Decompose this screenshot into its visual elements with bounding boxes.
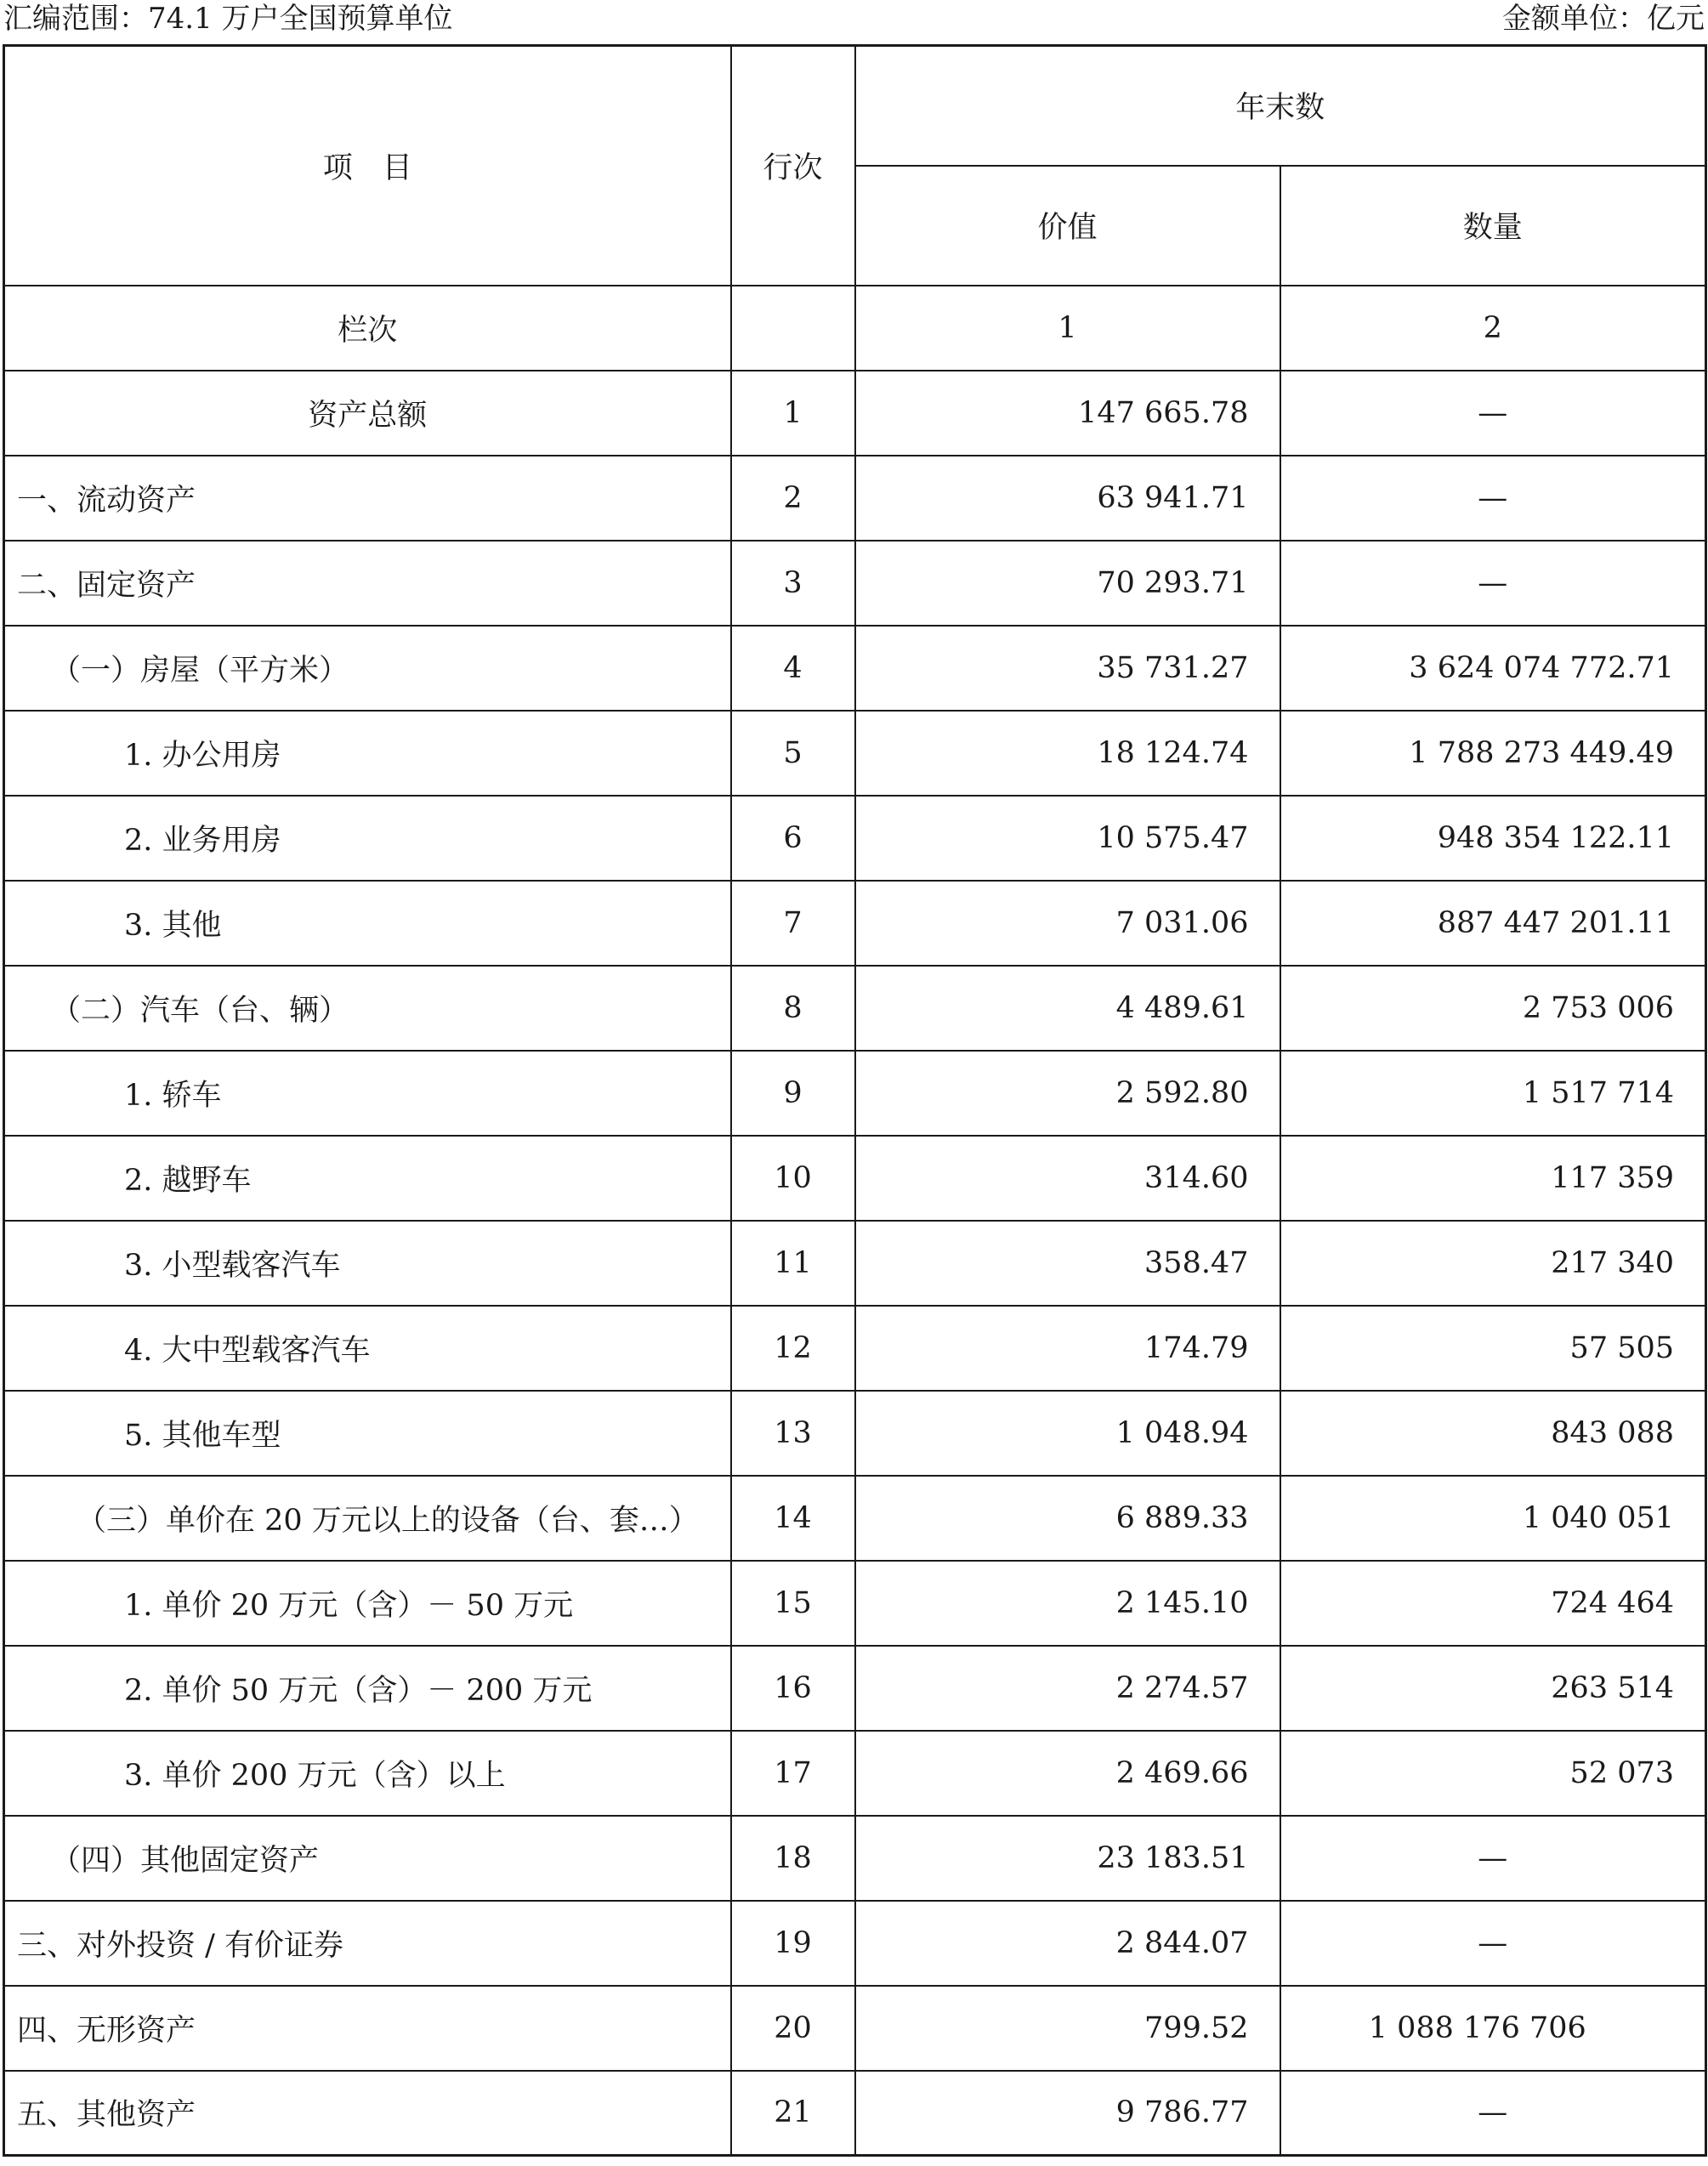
row-item: 资产总额: [4, 371, 731, 456]
row-qty: 887 447 201.11: [1280, 881, 1706, 966]
row-item: 3. 其他: [4, 881, 731, 966]
row-value: 6 889.33: [855, 1476, 1280, 1561]
scope-label: 汇编范围：74.1 万户全国预算单位: [3, 2, 453, 36]
row-line: 21: [731, 2071, 855, 2156]
row-item: 2. 业务用房: [4, 796, 731, 881]
row-line: 15: [731, 1561, 855, 1646]
row-line: 2: [731, 456, 855, 541]
table-body: [4, 286, 1706, 2156]
row-value: 23 183.51: [855, 1816, 1280, 1901]
row-item: （一）房屋（平方米）: [4, 626, 731, 711]
header-line-no: 行次: [731, 46, 855, 286]
colnum-value: 1: [855, 286, 1280, 371]
table-row: [4, 1306, 1706, 1391]
row-line: 7: [731, 881, 855, 966]
row-value: 63 941.71: [855, 456, 1280, 541]
row-item: 2. 越野车: [4, 1136, 731, 1221]
row-line: 12: [731, 1306, 855, 1391]
table-row: [4, 1731, 1706, 1816]
table-row: [4, 1221, 1706, 1306]
table-row: [4, 881, 1706, 966]
table-row: [4, 1646, 1706, 1731]
unit-label: 金额单位：亿元: [1502, 2, 1705, 36]
colnum-qty: 2: [1280, 286, 1706, 371]
row-value: 1 048.94: [855, 1391, 1280, 1476]
column-number-row: [4, 286, 1706, 371]
row-item: 1. 单价 20 万元（含）－ 50 万元: [4, 1561, 731, 1646]
table-row: [4, 1561, 1706, 1646]
row-qty: 217 340: [1280, 1221, 1706, 1306]
row-item: 一、流动资产: [4, 456, 731, 541]
row-qty: 1 040 051: [1280, 1476, 1706, 1561]
table-row: [4, 966, 1706, 1051]
table-row: [4, 1986, 1706, 2071]
row-value: 174.79: [855, 1306, 1280, 1391]
row-item: 2. 单价 50 万元（含）－ 200 万元: [4, 1646, 731, 1731]
row-qty: 52 073: [1280, 1731, 1706, 1816]
row-item: 五、其他资产: [4, 2071, 731, 2156]
table-row: [4, 711, 1706, 796]
table-row: [4, 1391, 1706, 1476]
row-value: 70 293.71: [855, 541, 1280, 626]
row-qty: 724 464: [1280, 1561, 1706, 1646]
row-value: 314.60: [855, 1136, 1280, 1221]
row-item: 四、无形资产: [4, 1986, 731, 2071]
row-qty: 948 354 122.11: [1280, 796, 1706, 881]
row-value: 2 844.07: [855, 1901, 1280, 1986]
header-item: 项 目: [4, 46, 731, 286]
row-line: 11: [731, 1221, 855, 1306]
row-value: 2 469.66: [855, 1731, 1280, 1816]
row-item: 二、固定资产: [4, 541, 731, 626]
row-value: 358.47: [855, 1221, 1280, 1306]
row-qty: —: [1280, 456, 1706, 541]
row-line: 8: [731, 966, 855, 1051]
colnum-line-blank: [731, 286, 855, 371]
row-value: 35 731.27: [855, 626, 1280, 711]
table-row: [4, 1476, 1706, 1561]
header-value: 价值: [855, 166, 1280, 286]
table-row: [4, 1136, 1706, 1221]
table-row: [4, 626, 1706, 711]
table-row: [4, 1901, 1706, 1986]
row-item: 1. 办公用房: [4, 711, 731, 796]
row-value: 2 592.80: [855, 1051, 1280, 1136]
table-row: [4, 371, 1706, 456]
row-qty: —: [1280, 371, 1706, 456]
row-qty: 1 517 714: [1280, 1051, 1706, 1136]
row-qty: —: [1280, 1901, 1706, 1986]
row-line: 5: [731, 711, 855, 796]
row-line: 10: [731, 1136, 855, 1221]
row-qty: 263 514: [1280, 1646, 1706, 1731]
row-value: 7 031.06: [855, 881, 1280, 966]
row-line: 6: [731, 796, 855, 881]
table-caption: [0, 0, 1708, 44]
row-line: 20: [731, 1986, 855, 2071]
row-qty: 57 505: [1280, 1306, 1706, 1391]
row-line: 19: [731, 1901, 855, 1986]
row-item: 3. 单价 200 万元（含）以上: [4, 1731, 731, 1816]
row-qty: 1 788 273 449.49: [1280, 711, 1706, 796]
row-line: 13: [731, 1391, 855, 1476]
row-item: 1. 轿车: [4, 1051, 731, 1136]
table-row: [4, 1816, 1706, 1901]
row-item: 3. 小型载客汽车: [4, 1221, 731, 1306]
header-quantity: 数量: [1280, 166, 1706, 286]
row-value: 147 665.78: [855, 371, 1280, 456]
row-qty: —: [1280, 1816, 1706, 1901]
asset-table: [3, 44, 1707, 2157]
row-line: 3: [731, 541, 855, 626]
row-item: （二）汽车（台、辆）: [4, 966, 731, 1051]
row-line: 1: [731, 371, 855, 456]
table-row: [4, 541, 1706, 626]
colnum-label: 栏次: [4, 286, 731, 371]
row-item: （三）单价在 20 万元以上的设备（台、套…）: [4, 1476, 731, 1561]
row-qty: 2 753 006: [1280, 966, 1706, 1051]
table-row: [4, 2071, 1706, 2156]
row-value: 18 124.74: [855, 711, 1280, 796]
row-qty: —: [1280, 2071, 1706, 2156]
row-value: 2 274.57: [855, 1646, 1280, 1731]
row-line: 18: [731, 1816, 855, 1901]
header-yearend: 年末数: [855, 46, 1706, 166]
row-item: 4. 大中型载客汽车: [4, 1306, 731, 1391]
table-header: [4, 46, 1706, 286]
row-value: 4 489.61: [855, 966, 1280, 1051]
table-row: [4, 796, 1706, 881]
row-line: 4: [731, 626, 855, 711]
row-qty: 3 624 074 772.71: [1280, 626, 1706, 711]
table-row: [4, 1051, 1706, 1136]
row-value: 9 786.77: [855, 2071, 1280, 2156]
row-value: 2 145.10: [855, 1561, 1280, 1646]
row-line: 9: [731, 1051, 855, 1136]
row-item: 5. 其他车型: [4, 1391, 731, 1476]
row-qty: 843 088: [1280, 1391, 1706, 1476]
table-row: [4, 456, 1706, 541]
row-line: 17: [731, 1731, 855, 1816]
row-qty: 1 088 176 706: [1280, 1986, 1706, 2071]
row-value: 799.52: [855, 1986, 1280, 2071]
row-item: 三、对外投资 / 有价证券: [4, 1901, 731, 1986]
row-qty: 117 359: [1280, 1136, 1706, 1221]
row-value: 10 575.47: [855, 796, 1280, 881]
row-item: （四）其他固定资产: [4, 1816, 731, 1901]
row-line: 14: [731, 1476, 855, 1561]
row-line: 16: [731, 1646, 855, 1731]
row-qty: —: [1280, 541, 1706, 626]
